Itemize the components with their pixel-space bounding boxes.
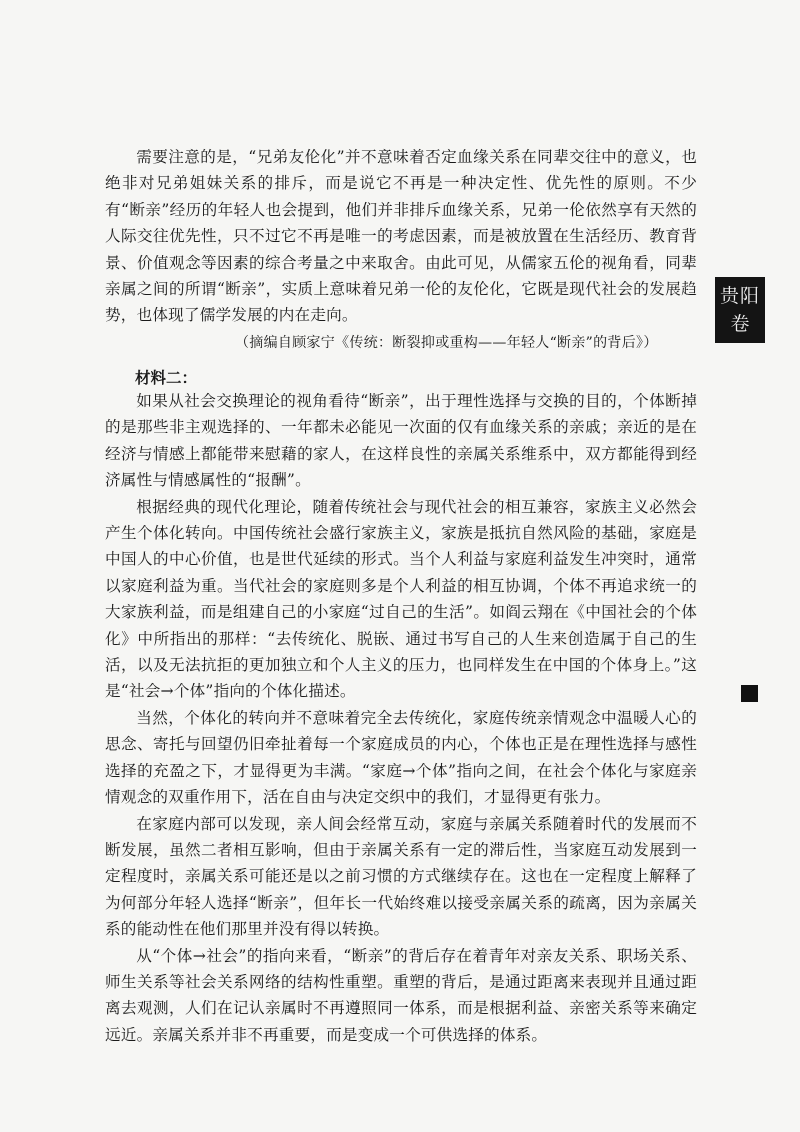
material2-body xyxy=(105,388,697,1048)
source-citation: （摘编自顾家宁《传统：断裂抑或重构——年轻人“断亲”的背后》） xyxy=(235,335,658,351)
region-tab xyxy=(715,277,765,343)
region-tab-line1: 贵阳 xyxy=(719,285,760,307)
region-tab-line2: 卷 xyxy=(730,313,750,335)
paragraph: 在家庭内部可以发现，亲人间会经常互动，家庭与亲属关系随着时代的发展而不断发展，虽然二者相互影响，但由于亲属关系有一定的滞后性，当家庭互动发展到一定程度时，亲属关系可能还是以之前习惯的方式继续存在。这也在一定程度上解释了为何部分年轻人选择“断亲”，但年长一代始终难以接受亲属关系的疏离，因为亲属关系的能动性在他们那里并没有得以转换。 xyxy=(105,814,697,939)
margin-marker xyxy=(741,685,758,702)
paragraph: 需要注意的是，“兄弟友伦化”并不意味着否定血缘关系在同辈交往中的意义，也绝非对兄弟姐妹关系的排斥，而是说它不再是一种决定性、优先性的原则。不少有“断亲”经历的年轻人也会提到，他们并非排斥血缘关系，兄弟一伦依然享有天然的人际交往优先性，只不过它不再是唯一的考虑因素，而是被放置在生活经历、教育背景、价值观念等因素的综合考量之中来取舍。由此可见，从儒家五伦的视角看，同辈亲属之间的所谓“断亲”，实质上意味着兄弟一伦的友伦化，它既是现代社会的发展趋势，也体现了儒学发展的内在走向。 xyxy=(105,148,697,325)
paragraph: 如果从社会交换理论的视角看待“断亲”，出于理性选择与交换的目的，个体断掉的是那些非主观选择的、一年都未必能见一次面的仅有血缘关系的亲戚；亲近的是在经济与情感上都能带来慰藉的家人，在这样良性的亲属关系维系中，双方都能得到经济属性与情感属性的“报酬”。 xyxy=(105,392,697,490)
paragraph: 当然，个体化的转向并不意味着完全去传统化，家庭传统亲情观念中温暖人心的思念、寄托与回望仍旧牵扯着每一个家庭成员的内心，个体也正是在理性选择与感性选择的充盈之下，才显得更为丰满。“家庭→个体”指向之间，在社会个体化与家庭亲情观念的双重作用下，活在自由与决定交织中的我们，才显得更有张力。 xyxy=(105,708,697,807)
material1-conclusion xyxy=(105,144,697,329)
paragraph: 根据经典的现代化理论，随着传统社会与现代社会的相互兼容，家族主义必然会产生个体化转向。中国传统社会盛行家族主义，家族是抵抗自然风险的基础，家庭是中国人的中心价值，也是世代延续的形式。当个人利益与家庭利益发生冲突时，通常以家庭利益为重。当代社会的家庭则多是个人利益的相互协调，个体不再追求统一的大家族利益，而是组建自己的小家庭“过自己的生活”。如阎云翔在《中国社会的个体化》中所指出的那样：“去传统化、脱嵌、通过书写自己的人生来创造属于自己的生活，以及无法抗拒的更加独立和个人主义的压力，也同样发生在中国的个体身上。”这是“社会→个体”指向的个体化描述。 xyxy=(105,497,697,701)
material2-heading: 材料二： xyxy=(135,368,198,387)
paragraph: 从“个体→社会”的指向来看，“断亲”的背后存在着青年对亲友关系、职场关系、师生关系等社会关系网络的结构性重塑。重塑的背后，是通过距离来表现并且通过距离去观测，人们在记认亲属时不再遵照同一体系，而是根据利益、亲密关系等来确定远近。亲属关系并非不再重要，而是变成一个可供选择的体系。 xyxy=(105,946,697,1044)
